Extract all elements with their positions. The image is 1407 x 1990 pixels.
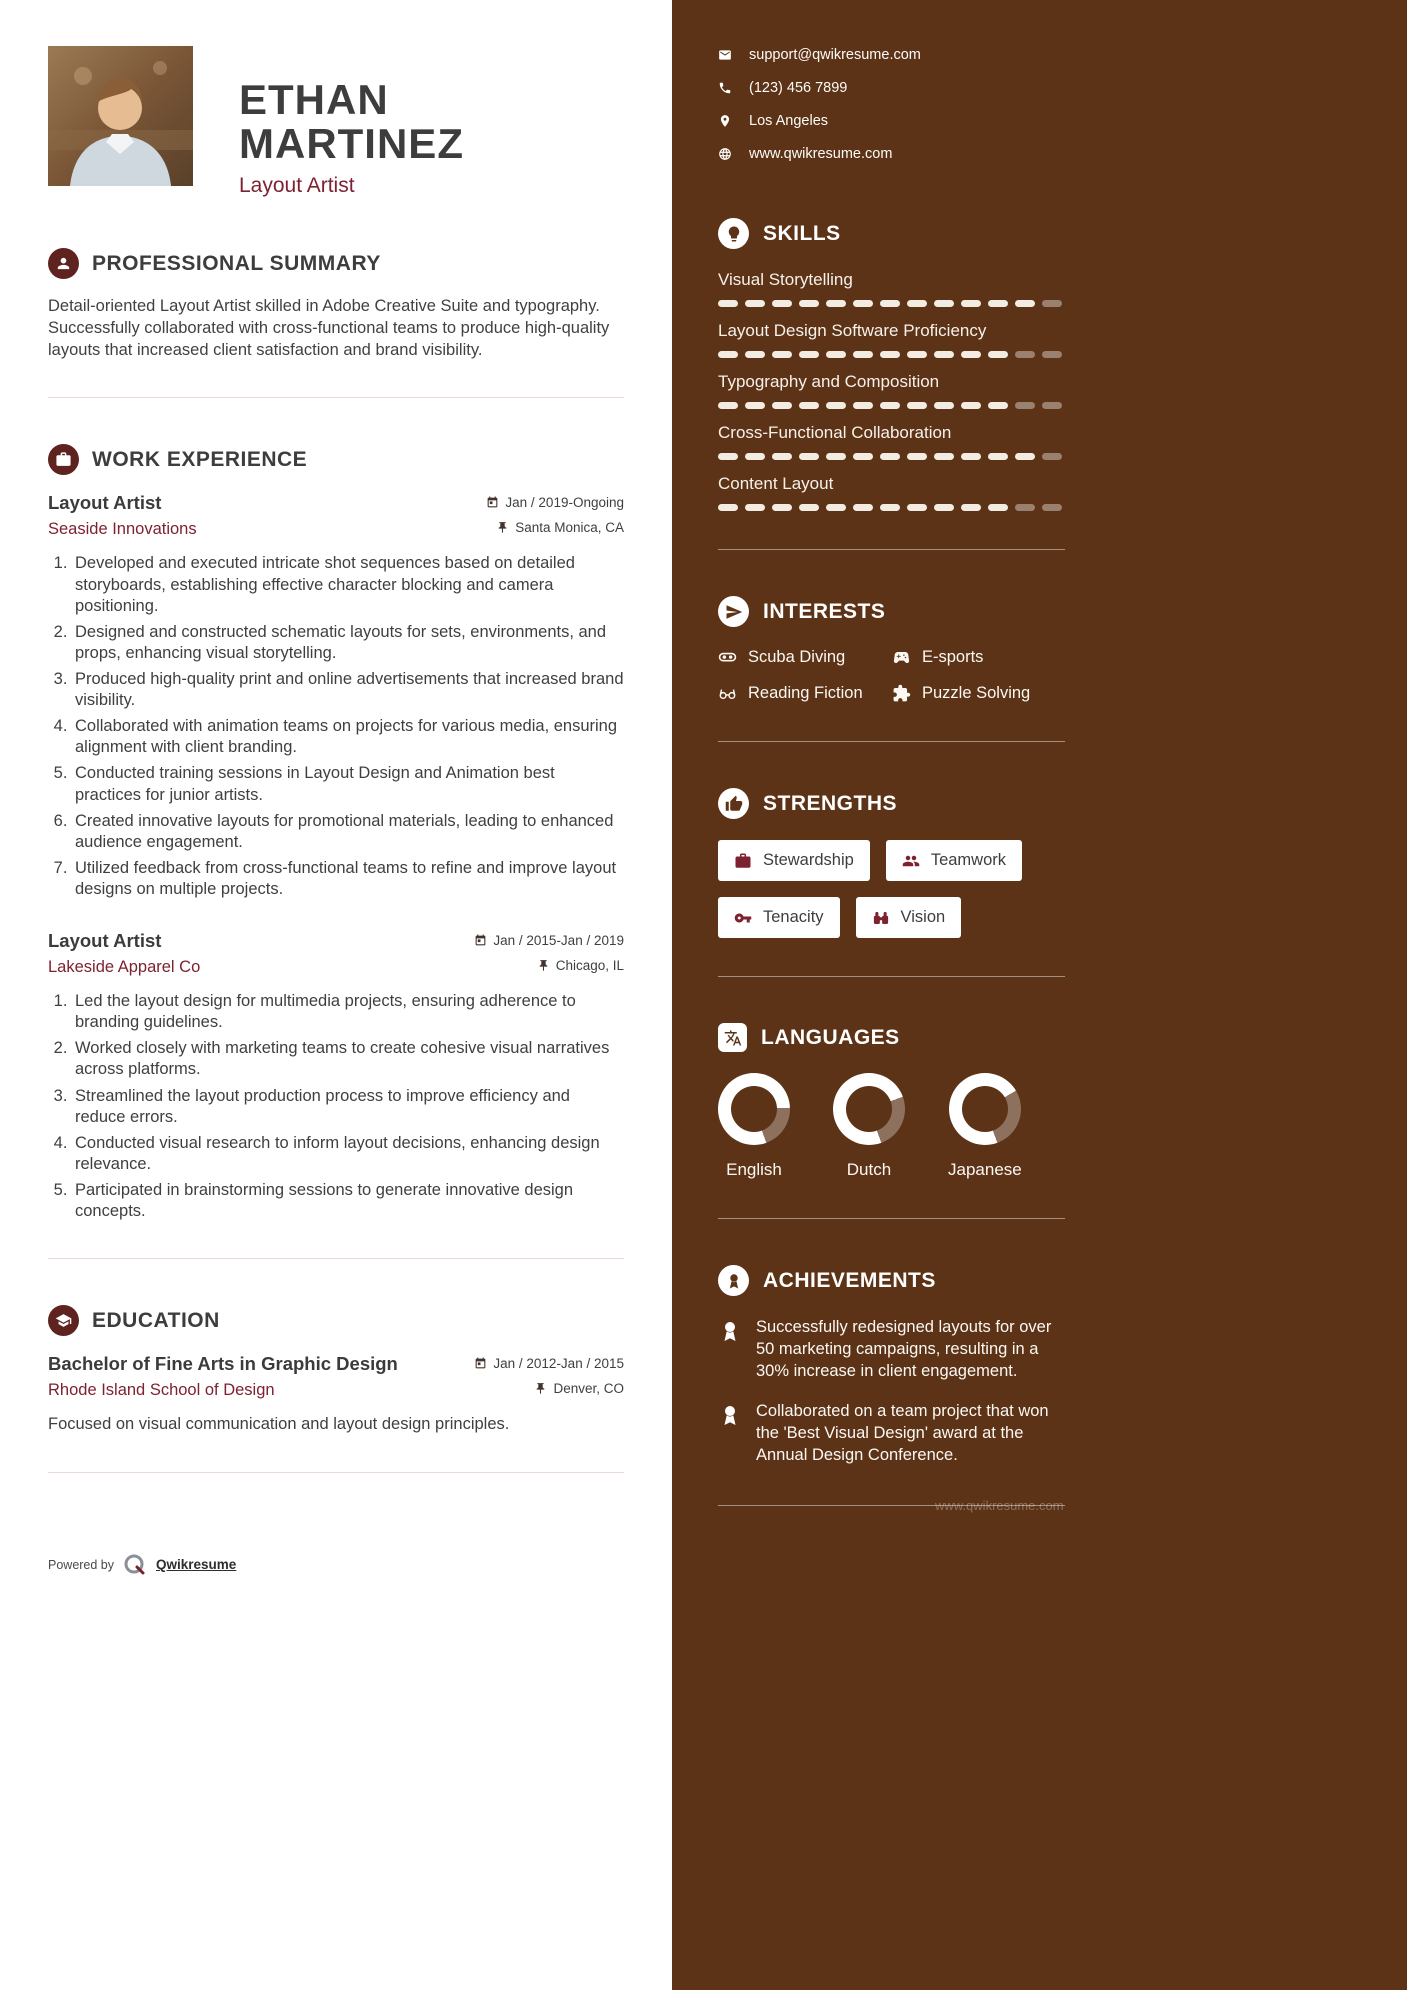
person-title: Layout Artist bbox=[239, 174, 355, 198]
person-name: ETHAN MARTINEZ bbox=[239, 76, 464, 168]
medal-icon bbox=[718, 1403, 742, 1427]
experience-bullet: 1. Led the layout design for multimedia projects, ensuring adherence to branding guidelines. bbox=[72, 991, 624, 1033]
sidebar-divider bbox=[718, 976, 1065, 977]
calendar-icon bbox=[486, 496, 499, 509]
profile-photo-illustration bbox=[48, 46, 193, 186]
skills-section bbox=[718, 218, 1065, 511]
pushpin-icon bbox=[496, 521, 509, 534]
education-description: Focused on visual communication and layout design principles. bbox=[48, 1415, 510, 1434]
interest-item: Scuba Diving bbox=[718, 648, 892, 667]
interests-heading: INTERESTS bbox=[763, 599, 886, 623]
binoculars-icon bbox=[872, 909, 890, 927]
briefcase-icon bbox=[48, 444, 79, 475]
interests-section bbox=[718, 596, 1065, 703]
paper-plane-icon bbox=[718, 596, 749, 627]
section-divider bbox=[48, 397, 624, 398]
contact-location: Los Angeles bbox=[718, 113, 1065, 129]
experience-bullet: 3. Produced high-quality print and online advertisements that increased brand visibility. bbox=[72, 669, 624, 711]
phone-icon bbox=[718, 81, 732, 95]
experience-bullet: 3. Streamlined the layout production process to improve efficiency and reduce errors. bbox=[72, 1086, 624, 1128]
diving-mask-icon bbox=[718, 648, 737, 667]
sidebar-divider bbox=[718, 549, 1065, 550]
job-title: Layout Artist bbox=[48, 930, 162, 952]
skill-item: Cross-Functional Collaboration bbox=[718, 423, 1065, 460]
footer bbox=[48, 1553, 624, 1577]
job-bullet-list bbox=[48, 991, 624, 1222]
glasses-icon bbox=[718, 684, 737, 703]
skill-item: Typography and Composition bbox=[718, 372, 1065, 409]
skills-heading: SKILLS bbox=[763, 221, 841, 245]
calendar-icon bbox=[474, 1357, 487, 1370]
contact-list bbox=[718, 47, 1065, 162]
contact-email[interactable]: support@qwikresume.com bbox=[718, 47, 1065, 63]
job-dates: Jan / 2019-Ongoing bbox=[486, 495, 624, 510]
qwikresume-link[interactable]: Qwikresume bbox=[156, 1557, 237, 1573]
education-degree: Bachelor of Fine Arts in Graphic Design bbox=[48, 1353, 398, 1375]
medal-icon bbox=[718, 1319, 742, 1343]
experience-bullet: 4. Conducted visual research to inform layout decisions, enhancing design relevance. bbox=[72, 1133, 624, 1175]
job-location: Santa Monica, CA bbox=[496, 520, 624, 535]
experience-bullet: 5. Participated in brainstorming sessions to generate innovative design concepts. bbox=[72, 1180, 624, 1222]
summary-heading: PROFESSIONAL SUMMARY bbox=[92, 251, 381, 275]
calendar-icon bbox=[474, 934, 487, 947]
interest-item: E-sports bbox=[892, 648, 1065, 667]
experience-bullet: 5. Conducted training sessions in Layout Design and Animation best practices for junior artists. bbox=[72, 763, 624, 805]
work-heading: WORK EXPERIENCE bbox=[92, 447, 308, 471]
people-icon bbox=[902, 852, 920, 870]
pushpin-icon bbox=[534, 1382, 547, 1395]
fist-icon bbox=[718, 788, 749, 819]
language-donut-chart bbox=[949, 1073, 1021, 1145]
sidebar bbox=[672, 0, 1407, 1990]
interest-item: Puzzle Solving bbox=[892, 684, 1065, 703]
strength-badge: Tenacity bbox=[718, 897, 840, 938]
experience-bullet: 1. Developed and executed intricate shot sequences based on detailed storyboards, establishing effective character blocking and camera positioning. bbox=[72, 553, 624, 616]
job-location: Chicago, IL bbox=[537, 958, 624, 973]
briefcase-icon bbox=[734, 852, 752, 870]
languages-section bbox=[718, 1023, 1065, 1180]
skill-bar bbox=[718, 300, 1065, 307]
translate-icon bbox=[718, 1023, 747, 1052]
powered-by-label: Powered by bbox=[48, 1557, 115, 1572]
education-dates: Jan / 2012-Jan / 2015 bbox=[474, 1356, 624, 1371]
education-location: Denver, CO bbox=[534, 1381, 624, 1396]
contact-website[interactable]: www.qwikresume.com bbox=[718, 146, 1065, 162]
person-icon bbox=[48, 248, 79, 279]
job-entry bbox=[48, 492, 624, 900]
sidebar-divider bbox=[718, 1218, 1065, 1219]
skill-item: Layout Design Software Proficiency bbox=[718, 321, 1065, 358]
achievements-heading: ACHIEVEMENTS bbox=[763, 1268, 936, 1292]
main-column bbox=[0, 0, 672, 1990]
job-entry bbox=[48, 930, 624, 1222]
education-section bbox=[48, 1305, 624, 1435]
experience-bullet: 2. Worked closely with marketing teams to create cohesive visual narratives across platforms. bbox=[72, 1038, 624, 1080]
skill-item: Visual Storytelling bbox=[718, 270, 1065, 307]
job-title: Layout Artist bbox=[48, 492, 162, 514]
lightbulb-icon bbox=[718, 218, 749, 249]
key-icon bbox=[734, 909, 752, 927]
strengths-section bbox=[718, 788, 1065, 938]
experience-bullet: 4. Collaborated with animation teams on projects for various media, ensuring alignment with client branding. bbox=[72, 716, 624, 758]
job-company: Seaside Innovations bbox=[48, 520, 197, 539]
profile-photo bbox=[48, 46, 193, 186]
watermark: www.qwikresume.com bbox=[935, 1498, 1064, 1513]
interest-item: Reading Fiction bbox=[718, 684, 892, 703]
strength-badge: Vision bbox=[856, 897, 962, 938]
email-icon bbox=[718, 48, 732, 62]
education-school: Rhode Island School of Design bbox=[48, 1381, 275, 1400]
education-heading: EDUCATION bbox=[92, 1308, 220, 1332]
contact-phone: (123) 456 7899 bbox=[718, 80, 1065, 96]
identity-text bbox=[239, 46, 624, 198]
identity-header bbox=[48, 46, 624, 198]
language-item: Dutch bbox=[833, 1073, 905, 1180]
skill-bar bbox=[718, 504, 1065, 511]
experience-bullet: 7. Utilized feedback from cross-functional teams to refine and improve layout designs on multiple projects. bbox=[72, 858, 624, 900]
job-bullet-list bbox=[48, 553, 624, 900]
skill-bar bbox=[718, 453, 1065, 460]
gamepad-icon bbox=[892, 648, 911, 667]
section-divider bbox=[48, 1472, 624, 1473]
job-company: Lakeside Apparel Co bbox=[48, 958, 201, 977]
puzzle-icon bbox=[892, 684, 911, 703]
skill-bar bbox=[718, 402, 1065, 409]
achievements-section bbox=[718, 1265, 1065, 1467]
achievement-item: Collaborated on a team project that won the 'Best Visual Design' award at the Annual Design Conference. bbox=[718, 1401, 1065, 1466]
pushpin-icon bbox=[537, 959, 550, 972]
summary-text: Detail-oriented Layout Artist skilled in Adobe Creative Suite and typography. Successfully collaborated with cross-functional teams to produce high-quality layouts that increased client satisfaction and brand visibility. bbox=[48, 297, 610, 359]
section-divider bbox=[48, 1258, 624, 1259]
language-donut-chart bbox=[833, 1073, 905, 1145]
qwikresume-logo-icon bbox=[123, 1553, 147, 1577]
globe-icon bbox=[718, 147, 732, 161]
skill-bar bbox=[718, 351, 1065, 358]
work-experience-section bbox=[48, 444, 624, 1222]
language-item: English bbox=[718, 1073, 790, 1180]
location-icon bbox=[718, 114, 732, 128]
language-item: Japanese bbox=[948, 1073, 1022, 1180]
strengths-heading: STRENGTHS bbox=[763, 791, 898, 815]
summary-section bbox=[48, 248, 624, 361]
skill-item: Content Layout bbox=[718, 474, 1065, 511]
sidebar-divider bbox=[718, 741, 1065, 742]
languages-heading: LANGUAGES bbox=[761, 1025, 900, 1049]
medal-icon bbox=[718, 1265, 749, 1296]
achievement-item: Successfully redesigned layouts for over 50 marketing campaigns, resulting in a 30% increase in client engagement. bbox=[718, 1317, 1065, 1382]
job-dates: Jan / 2015-Jan / 2019 bbox=[474, 933, 624, 948]
experience-bullet: 6. Created innovative layouts for promotional materials, leading to enhanced audience engagement. bbox=[72, 811, 624, 853]
strength-badge: Stewardship bbox=[718, 840, 870, 881]
graduation-cap-icon bbox=[48, 1305, 79, 1336]
experience-bullet: 2. Designed and constructed schematic layouts for sets, environments, and props, enhancing visual storytelling. bbox=[72, 622, 624, 664]
language-donut-chart bbox=[718, 1073, 790, 1145]
strength-badge: Teamwork bbox=[886, 840, 1022, 881]
